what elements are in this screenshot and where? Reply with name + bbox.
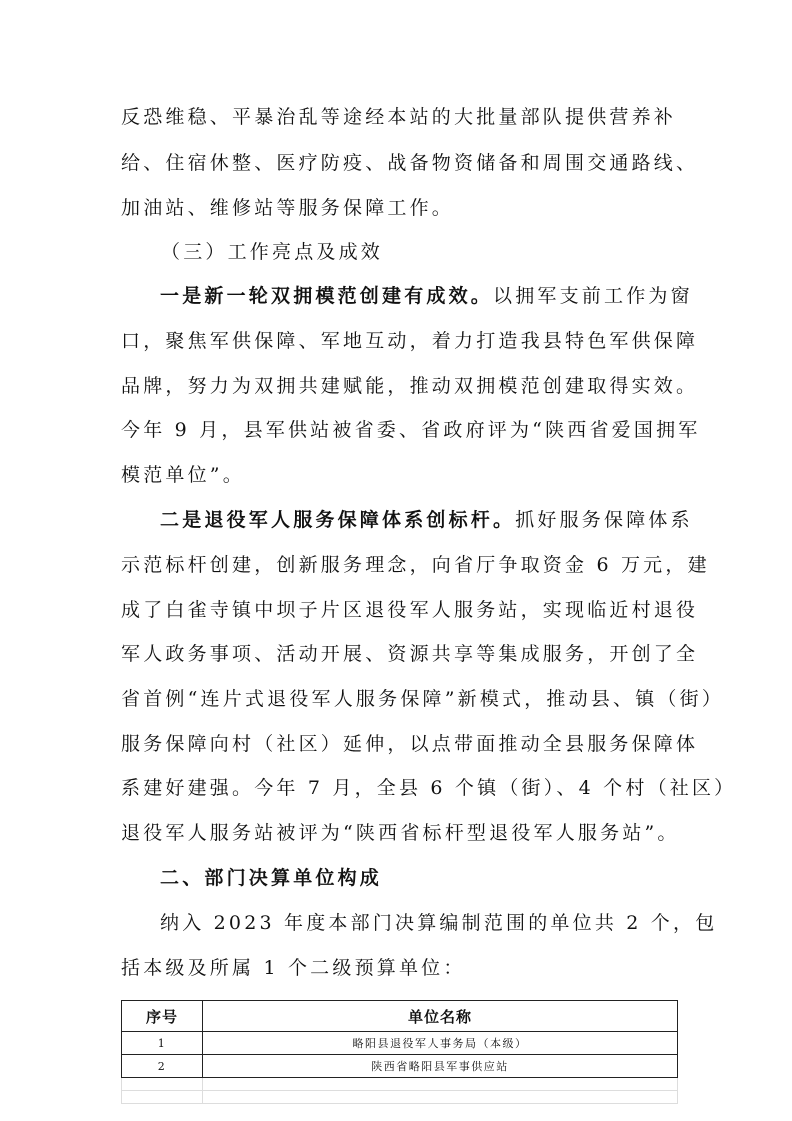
table-row: [122, 1078, 678, 1091]
table-cell: [122, 1091, 203, 1104]
text-line: 示范标杆创建，创新服务理念，向省厅争取资金 6 万元，建: [121, 554, 710, 576]
text-line: 省首例“连片式退役军人服务保障”新模式，推动县、镇（街）: [121, 688, 725, 710]
table-row: [122, 1091, 678, 1104]
table-cell: 陕西省略阳县军事供应站: [203, 1055, 678, 1078]
section-heading: （三）工作亮点及成效: [161, 241, 384, 263]
column-header: 单位名称: [203, 1001, 678, 1032]
text-line: 模范单位”。: [121, 464, 245, 486]
table-cell: [122, 1078, 203, 1091]
text-line: 退役军人服务站被评为“陕西省标杆型退役军人服务站”。: [121, 822, 680, 844]
lead-rest: 抓好服务保障体系: [515, 509, 693, 531]
section-heading: 二、部门决算单位构成: [160, 867, 383, 889]
table-cell: [203, 1078, 678, 1091]
bold-lead: 二是退役军人服务保障体系创标杆。: [160, 509, 516, 531]
text-line: 军人政务事项、活动开展、资源共享等集成服务，开创了全: [121, 643, 699, 665]
text-line: 成了白雀寺镇中坝子片区退役军人服务站，实现临近村退役: [121, 599, 699, 621]
units-table: [121, 1000, 678, 1104]
table-cell: [203, 1091, 678, 1104]
text-line: 给、住宿休整、医疗防疫、战备物资储备和周围交通路线、: [121, 152, 699, 174]
paragraph-lead-line: [160, 284, 720, 308]
table-header-row: [122, 1001, 678, 1032]
lead-rest: 以拥军支前工作为窗: [493, 285, 693, 307]
bold-lead: 一是新一轮双拥模范创建有成效。: [160, 285, 494, 307]
text-line: 品牌，努力为双拥共建赋能，推动双拥模范创建取得实效。: [121, 375, 699, 397]
text-line: 反恐维稳、平暴治乱等途经本站的大批量部队提供营养补: [121, 106, 677, 128]
paragraph-lead-line: [160, 508, 720, 532]
text-line: 服务保障向村（社区）延伸，以点带面推动全县服务保障体: [121, 733, 699, 755]
text-line: 纳入 2023 年度本部门决算编制范围的单位共 2 个，包: [160, 912, 718, 934]
text-line: 括本级及所属 1 个二级预算单位：: [121, 957, 466, 979]
table-row: [122, 1055, 678, 1078]
text-line: 系建好建强。今年 7 月，全县 6 个镇（街）、4 个村（社区）: [121, 777, 737, 799]
table-row: [122, 1032, 678, 1055]
text-line: 今年 9 月，县军供站被省委、省政府评为“陕西省爱国拥军: [121, 419, 701, 441]
table-cell: 略阳县退役军人事务局（本级）: [203, 1032, 678, 1055]
table-cell: 2: [122, 1055, 203, 1078]
table-cell: 1: [122, 1032, 203, 1055]
column-header: 序号: [122, 1001, 203, 1032]
text-line: 加油站、维修站等服务保障工作。: [121, 197, 455, 219]
text-line: 口，聚焦军供保障、军地互动，着力打造我县特色军供保障: [121, 330, 699, 352]
